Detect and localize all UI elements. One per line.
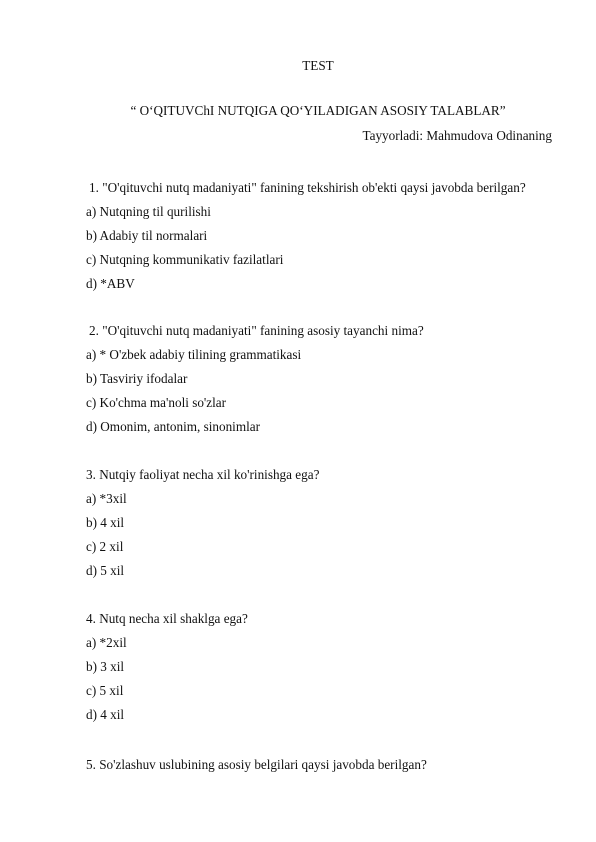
question-5: [86, 757, 427, 781]
answer-option: b) Adabiy til normalari: [86, 228, 208, 243]
answer-option: b) Tasviriy ifodalar: [86, 371, 188, 386]
question-2: [86, 323, 424, 443]
answer-option: d) 4 xil: [86, 707, 125, 722]
document-title: TEST: [302, 58, 334, 73]
answer-option: a) * O'zbek adabiy tilining grammatikasi: [86, 347, 302, 362]
answer-option: d) 5 xil: [86, 563, 125, 578]
answer-option: a) *3xil: [86, 491, 127, 506]
question-text: 2. "O'qituvchi nutq madaniyati" fanining asosiy tayanchi nima?: [89, 323, 424, 338]
document-subtitle: “ O‘QITUVChI NUTQIGA QO‘YILADIGAN ASOSIY TALABLAR”: [130, 103, 506, 118]
answer-option: b) 4 xil: [86, 515, 125, 530]
question-1: [86, 180, 526, 300]
answer-option: c) 2 xil: [86, 539, 124, 554]
answer-option: d) Omonim, antonim, sinonimlar: [86, 419, 260, 434]
document-author: Tayyorladi: Mahmudova Odinaning: [362, 128, 552, 143]
question-text: 4. Nutq necha xil shaklga ega?: [86, 611, 248, 626]
question-text: 3. Nutqiy faoliyat necha xil ko'rinishga ega?: [86, 467, 320, 482]
answer-option: d) *ABV: [86, 276, 135, 291]
answer-option: c) Nutqning kommunikativ fazilatlari: [86, 252, 284, 267]
answer-option: c) 5 xil: [86, 683, 124, 698]
question-text: 5. So'zlashuv uslubining asosiy belgilari qaysi javobda berilgan?: [86, 757, 427, 772]
question-4: [86, 611, 248, 731]
answer-option: b) 3 xil: [86, 659, 125, 674]
question-text: 1. "O'qituvchi nutq madaniyati" fanining tekshirish ob'ekti qaysi javobda berilgan?: [89, 180, 526, 195]
answer-option: c) Ko'chma ma'noli so'zlar: [86, 395, 227, 410]
question-3: [86, 467, 319, 587]
answer-option: a) *2xil: [86, 635, 127, 650]
answer-option: a) Nutqning til qurilishi: [86, 204, 211, 219]
